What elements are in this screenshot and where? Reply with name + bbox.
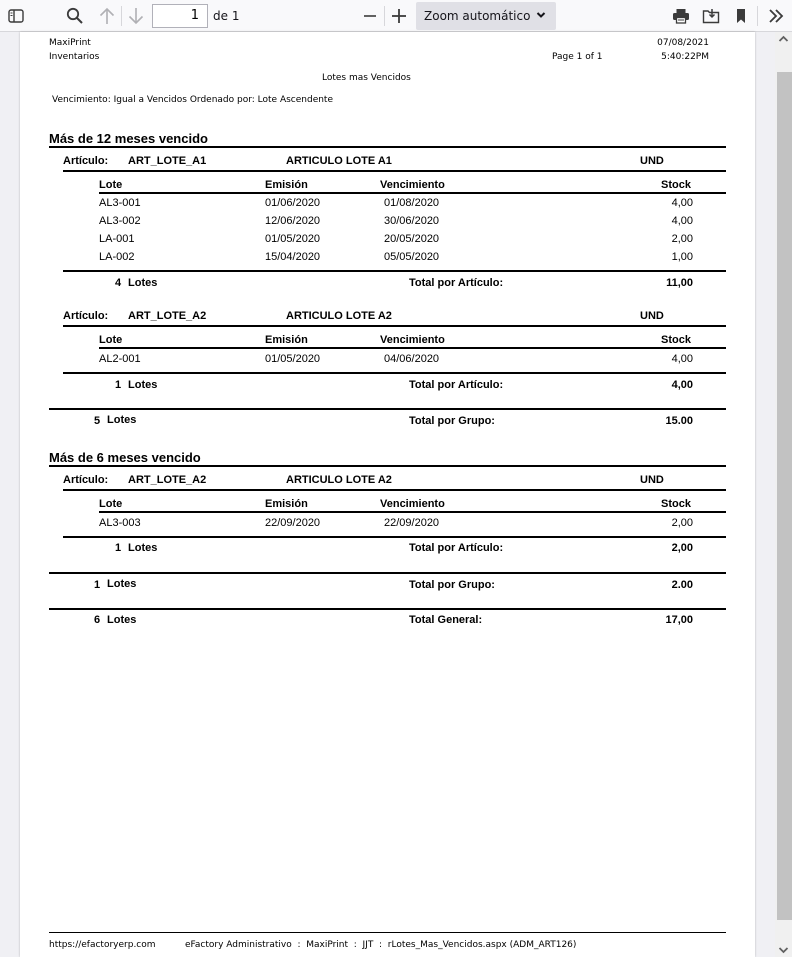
emision-cell: 01/06/2020 (265, 197, 321, 209)
vencimiento-cell: 01/08/2020 (384, 197, 440, 209)
divider (63, 325, 726, 327)
zoom-out-button[interactable] (360, 4, 380, 28)
divider (99, 347, 726, 349)
footer-url: https://efactoryerp.com (49, 940, 156, 950)
article-unit: UND (640, 474, 664, 486)
article-name: ARTICULO LOTE A2 (286, 474, 392, 486)
total-articulo-value: 2,00 (671, 542, 693, 554)
zoom-value: Zoom automático (424, 9, 531, 23)
page-count-label: de 1 (213, 9, 240, 23)
chevron-down-icon (536, 11, 546, 19)
article-name: ARTICULO LOTE A2 (286, 310, 392, 322)
sidebar-toggle-button[interactable] (5, 4, 27, 28)
lotes-label: Lotes (107, 578, 137, 590)
report-filter: Vencimiento: Igual a Vencidos Ordenado por: Lote Ascendente (52, 95, 333, 105)
article-name: ARTICULO LOTE A1 (286, 155, 392, 167)
article-unit: UND (640, 155, 664, 167)
scroll-up-icon[interactable] (778, 35, 789, 43)
search-button[interactable] (64, 4, 86, 28)
total-articulo-value: 4,00 (671, 379, 693, 391)
vertical-scrollbar[interactable] (775, 32, 792, 957)
total-articulo-label: Total por Artículo: (409, 379, 504, 391)
scroll-down-icon[interactable] (778, 946, 789, 954)
plus-icon (391, 8, 407, 24)
footer-divider (49, 932, 726, 933)
emision-cell: 22/09/2020 (265, 517, 321, 529)
vencimiento-cell: 04/06/2020 (384, 353, 440, 365)
divider (63, 372, 726, 374)
lote-cell: AL3-001 (99, 197, 141, 209)
scrollbar-thumb[interactable] (777, 72, 792, 920)
divider (99, 192, 726, 194)
article-code: ART_LOTE_A2 (128, 310, 207, 322)
zoom-select[interactable] (416, 2, 556, 30)
total-general-value: 17,00 (665, 614, 693, 626)
column-header-lote: Lote (99, 498, 123, 510)
divider (63, 170, 726, 172)
column-header-emision: Emisión (265, 179, 308, 191)
total-grupo-label: Total por Grupo: (409, 579, 495, 591)
lotes-label: Lotes (107, 414, 137, 426)
stock-cell: 1,00 (671, 251, 693, 263)
pdf-toolbar (0, 0, 792, 32)
report-time: 5:40:22PM (661, 52, 709, 62)
stock-cell: 4,00 (671, 353, 693, 365)
arrow-up-icon (99, 7, 115, 25)
stock-cell: 2,00 (671, 233, 693, 245)
column-header-vencimiento: Vencimiento (380, 179, 445, 191)
divider (49, 608, 726, 610)
previous-page-button[interactable] (96, 4, 118, 28)
lotes-label: Lotes (128, 379, 158, 391)
download-button[interactable] (700, 4, 722, 28)
total-articulo-value: 11,00 (666, 277, 693, 289)
stock-cell: 4,00 (671, 215, 693, 227)
vencimiento-cell: 22/09/2020 (384, 517, 440, 529)
group-title: Más de 12 meses vencido (49, 131, 208, 146)
divider (49, 408, 726, 410)
divider (49, 146, 726, 148)
zoom-in-button[interactable] (389, 4, 409, 28)
divider (63, 270, 726, 272)
lote-cell: LA-001 (99, 233, 135, 245)
article-lot-count: 1 (115, 542, 122, 554)
more-tools-button[interactable] (764, 4, 788, 28)
total-articulo-label: Total por Artículo: (409, 542, 504, 554)
group-lot-count: 1 (94, 579, 101, 591)
document-viewer (0, 32, 775, 957)
vencimiento-cell: 20/05/2020 (384, 233, 440, 245)
lotes-label: Lotes (128, 542, 158, 554)
article-label: Artículo: (63, 474, 109, 486)
column-header-lote: Lote (99, 334, 123, 346)
divider (63, 536, 726, 538)
divider (49, 465, 726, 467)
column-header-vencimiento: Vencimiento (380, 334, 445, 346)
column-header-vencimiento: Vencimiento (380, 498, 445, 510)
total-grupo-value: 2.00 (671, 579, 693, 591)
column-header-stock: Stock (661, 334, 691, 346)
column-header-stock: Stock (661, 498, 691, 510)
divider (63, 489, 726, 491)
next-page-button[interactable] (125, 4, 147, 28)
column-header-emision: Emisión (265, 334, 308, 346)
page-label: Page 1 of 1 (552, 52, 603, 62)
divider (99, 511, 726, 513)
stock-cell: 2,00 (671, 517, 693, 529)
report-date: 07/08/2021 (657, 38, 709, 48)
page-number-input[interactable]: 1 (152, 4, 208, 28)
vencimiento-cell: 30/06/2020 (384, 215, 440, 227)
stock-cell: 4,00 (671, 197, 693, 209)
total-articulo-label: Total por Artículo: (409, 277, 504, 289)
report-page (20, 32, 755, 957)
lote-cell: AL3-003 (99, 517, 141, 529)
general-lot-count: 6 (94, 614, 101, 626)
bookmark-button[interactable] (730, 4, 752, 28)
bookmark-icon (735, 8, 747, 24)
emision-cell: 01/05/2020 (265, 353, 321, 365)
article-code: ART_LOTE_A2 (128, 474, 207, 486)
emision-cell: 15/04/2020 (265, 251, 321, 263)
total-grupo-label: Total por Grupo: (409, 415, 495, 427)
print-button[interactable] (670, 4, 692, 28)
lote-cell: AL3-002 (99, 215, 141, 227)
lotes-label: Lotes (128, 277, 158, 289)
arrow-down-icon (128, 7, 144, 25)
search-icon (66, 7, 84, 25)
article-unit: UND (640, 310, 664, 322)
article-label: Artículo: (63, 155, 109, 167)
lote-cell: AL2-001 (99, 353, 141, 365)
double-chevron-right-icon (767, 8, 785, 24)
article-code: ART_LOTE_A1 (128, 155, 207, 167)
company-name: MaxiPrint (49, 38, 91, 48)
footer-info: eFactory Administrativo : MaxiPrint : JJT : rLotes_Mas_Vencidos.aspx (ADM_ART126) (185, 940, 577, 950)
column-header-emision: Emisión (265, 498, 308, 510)
column-header-lote: Lote (99, 179, 123, 191)
column-header-stock: Stock (661, 179, 691, 191)
article-lot-count: 4 (115, 277, 122, 289)
emision-cell: 12/06/2020 (265, 215, 321, 227)
total-general-label: Total General: (409, 614, 483, 626)
download-icon (702, 8, 720, 24)
print-icon (672, 8, 690, 24)
sidebar-toggle-icon (8, 9, 24, 23)
group-title: Más de 6 meses vencido (49, 450, 201, 465)
divider (49, 572, 726, 574)
minus-icon (363, 9, 377, 23)
vencimiento-cell: 05/05/2020 (384, 251, 440, 263)
total-grupo-value: 15.00 (665, 415, 693, 427)
report-title: Lotes mas Vencidos (322, 73, 411, 83)
lote-cell: LA-002 (99, 251, 135, 263)
article-lot-count: 1 (115, 379, 122, 391)
lotes-label: Lotes (107, 614, 137, 626)
group-lot-count: 5 (94, 415, 101, 427)
article-label: Artículo: (63, 310, 109, 322)
module-name: Inventarios (49, 52, 100, 62)
emision-cell: 01/05/2020 (265, 233, 321, 245)
